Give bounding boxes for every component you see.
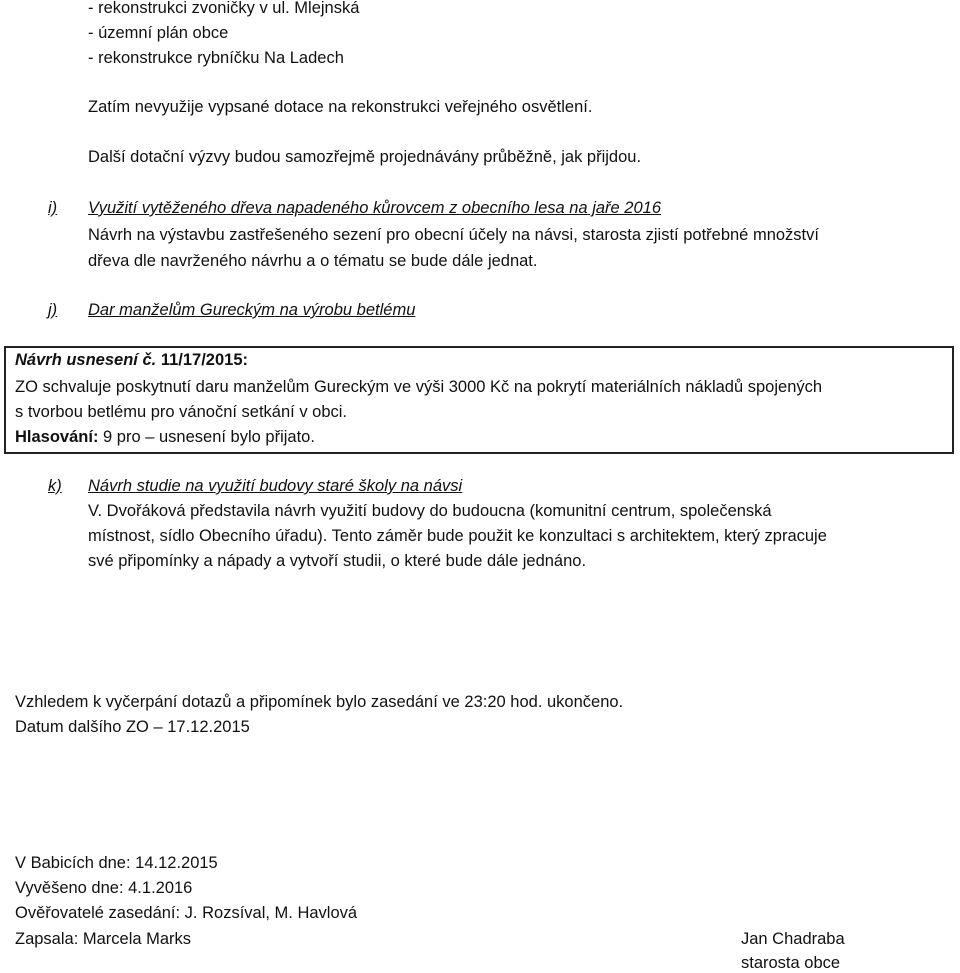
section-text-line: Návrh na výstavbu zastřešeného sezení pro obecní účely na návsi, starosta zjistí potřebné množství (88, 226, 819, 244)
section-text-line: své připomínky a nápady a vytvoří studii, o které bude dále jednáno. (88, 552, 587, 570)
list-item: - rekonstrukci zvoničky v ul. Mlejnská (88, 0, 360, 17)
resolution-text-line: s tvorbou betlému pro vánoční setkání v obci. (15, 403, 348, 421)
place-date: V Babicích dne: 14.12.2015 (15, 854, 218, 872)
section-text-line: V. Dvořáková představila návrh využití budovy do budoucna (komunitní centrum, společenská (88, 502, 772, 520)
resolution-heading (15, 350, 248, 370)
resolution-label: Návrh usnesení č. (15, 351, 157, 369)
posted-date: Vyvěšeno dne: 4.1.2016 (15, 879, 193, 897)
closing-line: Vzhledem k vyčerpání dotazů a připomínek bylo zasedání ve 23:20 hod. ukončeno. (15, 693, 624, 711)
vote-text: 9 pro – usnesení bylo přijato. (103, 428, 315, 446)
vote-label: Hlasování: (15, 428, 99, 446)
section-text-line: místnost, sídlo Obecního úřadu). Tento záměr bude použit ke konzultaci s architektem, který zpracuje (88, 527, 827, 545)
mayor-title: starosta obce (741, 954, 841, 972)
section-text-line: dřeva dle navrženého návrhu a o tématu se bude dále jednat. (88, 252, 538, 270)
section-letter-i: i) (48, 199, 58, 217)
section-title-i: Využití vytěženého dřeva napadeného kůrovcem z obecního lesa na jaře 2016 (88, 199, 661, 217)
list-item: - územní plán obce (88, 24, 229, 42)
section-letter-j: j) (48, 301, 58, 319)
paragraph: Další dotační výzvy budou samozřejmě projednávány průběžně, jak přijdou. (88, 148, 642, 166)
recorder: Zapsala: Marcela Marks (15, 930, 192, 948)
verifiers: Ověřovatelé zasedání: J. Rozsíval, M. Havlová (15, 904, 358, 922)
paragraph: Zatím nevyužije vypsané dotace na rekonstrukci veřejného osvětlení. (88, 98, 593, 116)
section-title-k: Návrh studie na využití budovy staré školy na návsi (88, 477, 463, 495)
next-meeting-date: Datum dalšího ZO – 17.12.2015 (15, 718, 250, 736)
mayor-name: Jan Chadraba (741, 930, 845, 948)
resolution-number: 11/17/2015: (160, 351, 248, 369)
list-item: - rekonstrukce rybníčku Na Ladech (88, 49, 344, 67)
section-title-j: Dar manželům Gureckým na výrobu betlému (88, 301, 416, 319)
section-letter-k: k) (48, 477, 62, 495)
resolution-text-line: ZO schvaluje poskytnutí daru manželům Gureckým ve výši 3000 Kč na pokrytí materiálních nákladů spojených (15, 378, 823, 396)
resolution-vote (15, 427, 315, 447)
